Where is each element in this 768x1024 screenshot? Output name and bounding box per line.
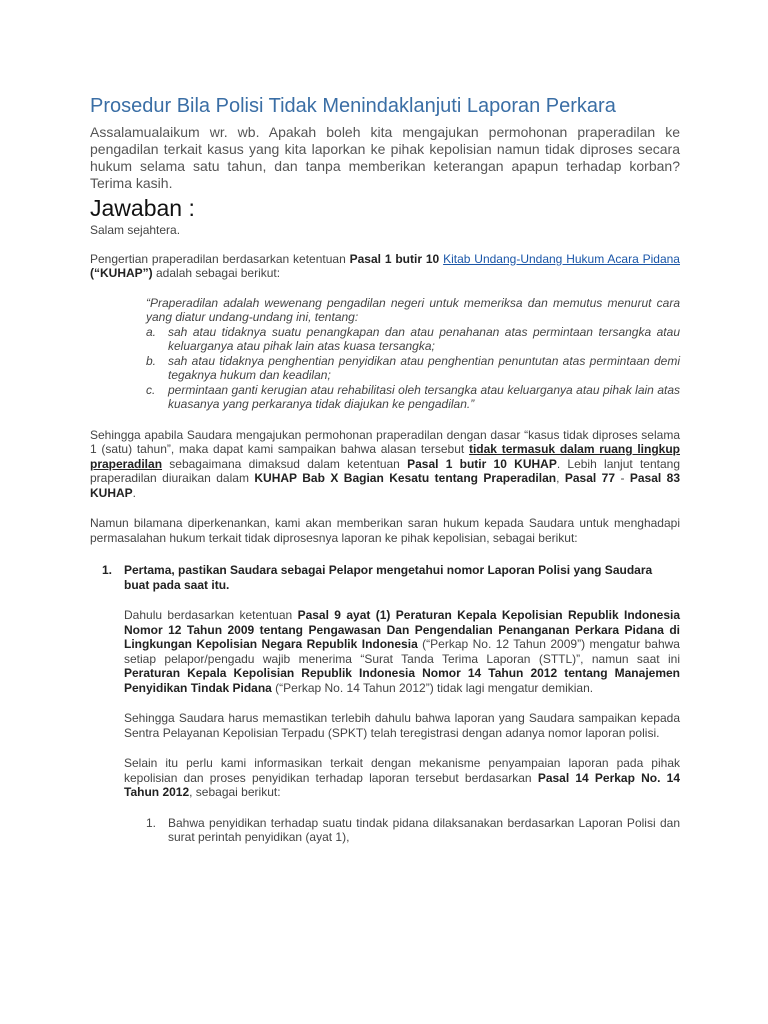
paragraph-advice-intro: Namun bilamana diperkenankan, kami akan memberikan saran hukum kepada Saudara untuk menghadapi permasalahan hukum terkait tidak diprosesnya laporan ke pihak kepolisian, sebagai berikut: <box>90 516 680 545</box>
quote-item-c: c. permintaan ganti kerugian atau rehabilitasi oleh tersangka atau keluarganya atau pihak lain atas kuasanya yang perkaranya tidak diajukan ke pengadilan.” <box>146 382 680 411</box>
paragraph-mechanism: Selain itu perlu kami informasikan terkait dengan mekanisme penyampaian laporan pada pihak kepolisian dan proses penyidikan terhadap laporan tersebut berdasarkan Pasal 14 Perkap No. 14 Tahun 2012, sebagai berikut: <box>124 756 680 799</box>
question-text: Assalamualaikum wr. wb. Apakah boleh kita mengajukan permohonan praperadilan ke pengadilan terkait kasus yang kita laporkan ke pihak kepolisian namun tidak diproses secara hukum selama satu tahun, dan tanpa memberikan keterangan apapun terhadap korban? Terima kasih. <box>90 124 680 191</box>
paragraph-perkap: Dahulu berdasarkan ketentuan Pasal 9 ayat (1) Peraturan Kepala Kepolisian Republik Indonesia Nomor 12 Tahun 2009 tentang Pengawasan Dan Pengendalian Penanganan Perkara Pidana di Lingkungan Kepolisian Negara Republik Indonesia (“Perkap No. 12 Tahun 2009”) mengatur bahwa setiap pelapor/pengadu wajib menerima “Surat Tanda Terima Laporan (STTL)”, namun saat ini Peraturan Kepala Kepolisian Republik Indonesia Nomor 14 Tahun 2012 tentang Manajemen Penyidikan Tindak Pidana (“Perkap No. 14 Tahun 2012”) tidak lagi mengatur demikian. <box>124 608 681 695</box>
quote-item-a: a. sah atau tidaknya suatu penangkapan dan atau penahanan atas permintaan tersangka atau keluarganya atau pihak lain atas kuasa tersangka; <box>146 324 680 353</box>
point-1: 1. Pertama, pastikan Saudara sebagai Pelapor mengetahui nomor Laporan Polisi yang Saudara buat pada saat itu. <box>102 563 653 592</box>
paragraph-conclusion: Sehingga apabila Saudara mengajukan permohonan praperadilan dengan dasar “kasus tidak diproses selama 1 (satu) tahun”, maka dapat kami sampaikan bahwa alasan tersebut tidak termasuk dalam ruang lingkup praperadilan sebagaimana dimaksud dalam ketentuan Pasal 1 butir 10 KUHAP. Lebih lanjut tentang praperadilan diuraikan dalam KUHAP Bab X Bagian Kesatu tentang Praperadilan, Pasal 77 - Pasal 83 KUHAP. <box>90 427 681 500</box>
legal-quote <box>146 296 680 412</box>
kuhap-link[interactable]: Kitab Undang-Undang Hukum Acara Pidana <box>443 251 680 266</box>
quote-intro: “Praperadilan adalah wewenang pengadilan negeri untuk memeriksa dan memutus menurut cara yang diatur undang-undang ini, tentang: <box>146 295 680 324</box>
page-title: Prosedur Bila Polisi Tidak Menindaklanjuti Laporan Perkara <box>90 95 616 117</box>
paragraph-definition: Pengertian praperadilan berdasarkan ketentuan Pasal 1 butir 10 Kitab Undang-Undang Hukum Acara Pidana (“KUHAP”) adalah sebagai berikut: <box>90 251 680 280</box>
article <box>90 94 680 845</box>
answer-heading: Jawaban : <box>90 195 195 221</box>
paragraph-spkt: Sehingga Saudara harus memastikan terlebih dahulu bahwa laporan yang Saudara sampaikan kepada Sentra Pelayanan Kepolisian Terpadu (SPKT) telah teregistrasi dengan adanya nomor laporan polisi. <box>124 711 680 740</box>
sub-point-1: 1. Bahwa penyidikan terhadap suatu tindak pidana dilaksanakan berdasarkan Laporan Polisi dan surat perintah penyidikan (ayat 1), <box>146 815 680 844</box>
greeting: Salam sejahtera. <box>90 223 181 237</box>
quote-item-b: b. sah atau tidaknya penghentian penyidikan atau penghentian penuntutan atas permintaan demi tegaknya hukum dan keadilan; <box>146 353 680 382</box>
